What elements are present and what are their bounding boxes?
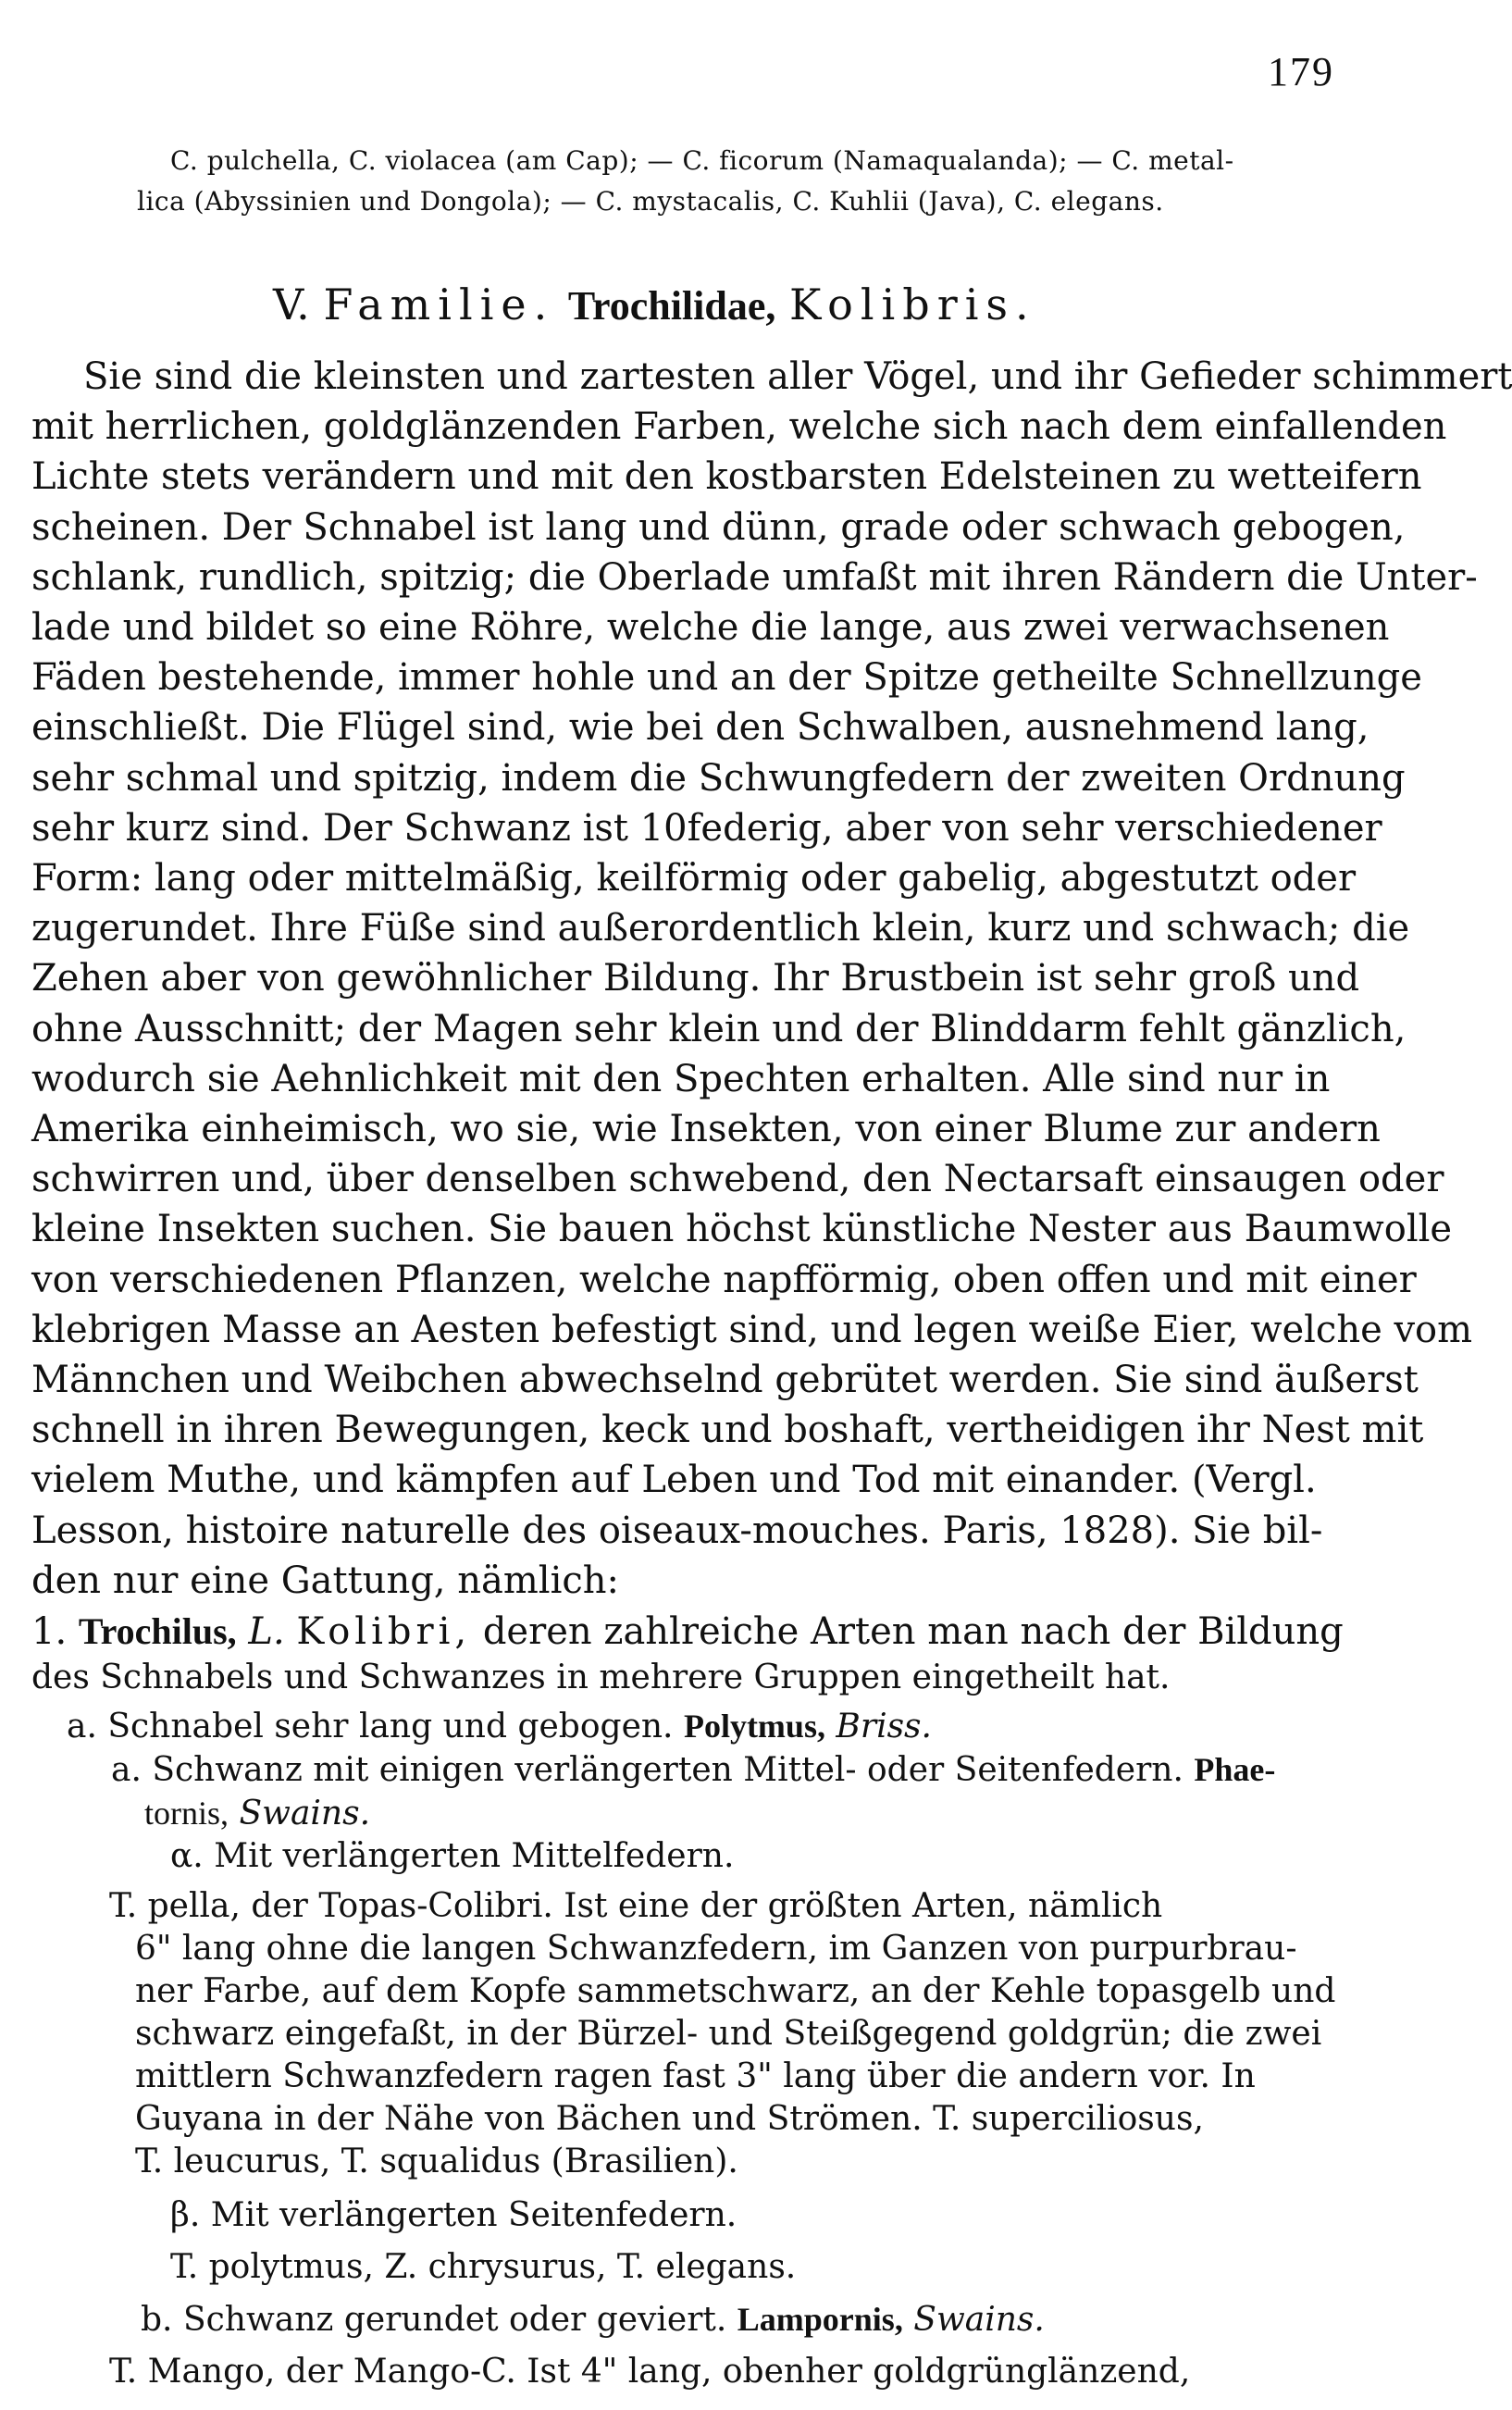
family-latin-name: Trochilidae, xyxy=(567,283,776,329)
paragraph-line: ohne Ausschnitt; der Magen sehr klein und der Blinddarm fehlt gänzlich, xyxy=(31,1007,1407,1050)
species-line: T. pella, der Topas-Colibri. Ist eine der größten Arten, nämlich xyxy=(109,1887,1163,1926)
beta-species: T. polytmus, Z. chrysurus, T. elegans. xyxy=(170,2248,797,2287)
paragraph-line: vielem Muthe, und kämpfen auf Leben und Tod mit einander. (Vergl. xyxy=(31,1459,1317,1502)
subgroup-a-latin-cont: tornis, xyxy=(144,1795,229,1832)
header-line-1: C. pulchella, C. violacea (am Cap); — C. ficorum (Namaqualanda); — C. metal- xyxy=(170,145,1234,176)
paragraph-line: sehr kurz sind. Der Schwanz ist 10federig, aber von sehr verschiedener xyxy=(31,806,1382,850)
species-line: T. leucurus, T. squalidus (Brasilien). xyxy=(135,2143,738,2181)
species-list-continuation xyxy=(137,141,1290,222)
subgroup-a-label: a. xyxy=(111,1751,142,1790)
family-description xyxy=(31,352,1512,1606)
group-a-author: Briss. xyxy=(836,1708,932,1746)
genus-line-1 xyxy=(31,1607,1344,1657)
family-number: V. xyxy=(273,280,310,329)
species-pella xyxy=(31,1885,1338,2183)
genus-line-2: des Schnabels und Schwanzes in mehrere Gruppen eingetheilt hat. xyxy=(31,1658,1171,1697)
species-line: schwarz eingefaßt, in der Bürzel- und Steißgegend goldgrün; die zwei xyxy=(135,2015,1322,2054)
beta-group xyxy=(31,2194,1338,2237)
paragraph-line: zugerundet. Ihre Füße sind außerordentlich klein, kurz und schwach; die xyxy=(31,907,1410,950)
subgroup-a-line-1 xyxy=(31,1748,1338,1792)
group-a xyxy=(31,1705,1338,1748)
group-b-author: Swains. xyxy=(913,2301,1045,2340)
species-line: 6" lang ohne die langen Schwanzfedern, im Ganzen von purpurbrau- xyxy=(135,1930,1297,1969)
group-b xyxy=(31,2298,1338,2342)
genus-german-name: Kolibri, xyxy=(296,1610,472,1653)
group-a-text: Schnabel sehr lang und gebogen. xyxy=(107,1708,674,1746)
paragraph-line: schwirren und, über denselben schwebend, den Nectarsaft einsaugen oder xyxy=(31,1158,1444,1201)
alpha-group xyxy=(31,1835,1338,1878)
paragraph-line: schlank, rundlich, spitzig; die Oberlade umfaßt mit ihren Rändern die Unter- xyxy=(31,555,1478,599)
subgroup-a-text: Schwanz mit einigen verlängerten Mittel- oder Seitenfedern. xyxy=(152,1751,1184,1790)
paragraph-line: den nur eine Gattung, nämlich: xyxy=(31,1559,619,1602)
subgroup-a-latin: Phae- xyxy=(1194,1751,1276,1789)
paragraph-line: sehr schmal und spitzig, indem die Schwungfedern der zweiten Ordnung xyxy=(31,756,1406,800)
alpha-label: α. xyxy=(170,1837,204,1876)
paragraph-line: Lesson, histoire naturelle des oiseaux-mouches. Paris, 1828). Sie bil- xyxy=(31,1509,1323,1552)
species-line: mittlern Schwanzfedern ragen fast 3" lang über die andern vor. In xyxy=(135,2057,1256,2096)
page-number: 179 xyxy=(1268,49,1334,94)
group-b-text: Schwanz gerundet oder geviert. xyxy=(182,2301,727,2340)
group-a-latin: Polytmus, xyxy=(683,1708,825,1745)
paragraph-line: von verschiedenen Pflanzen, welche napfförmig, oben offen und mit einer xyxy=(31,1258,1417,1301)
paragraph-line: scheinen. Der Schnabel ist lang und dünn, grade oder schwach gebogen, xyxy=(31,505,1406,549)
paragraph-line: klebrigen Masse an Aesten befestigt sind, und legen weiße Eier, welche vom xyxy=(31,1308,1473,1351)
paragraph-line: Zehen aber von gewöhnlicher Bildung. Ihr Brustbein ist sehr groß und xyxy=(31,957,1360,1000)
paragraph-line: kleine Insekten suchen. Sie bauen höchst künstliche Nester aus Baumwolle xyxy=(31,1208,1453,1251)
group-a-label: a. xyxy=(67,1708,97,1746)
subgroup-a-author: Swains. xyxy=(239,1795,371,1833)
species-mango: T. Mango, der Mango-C. Ist 4" lang, obenher goldgrünglänzend, xyxy=(109,2353,1191,2391)
family-heading xyxy=(273,280,1036,329)
paragraph-line: einschließt. Die Flügel sind, wie bei den Schwalben, ausnehmend lang, xyxy=(31,706,1369,750)
subgroup-a-line-2 xyxy=(31,1792,1338,1835)
paragraph-line: Männchen und Weibchen abwechselnd gebrütet werden. Sie sind äußerst xyxy=(31,1359,1419,1402)
paragraph-line: mit herrlichen, goldglänzenden Farben, welche sich nach dem einfallenden xyxy=(31,405,1447,449)
species-line: ner Farbe, auf dem Kopfe sammetschwarz, an der Kehle topasgelb und xyxy=(135,1972,1336,2011)
genus-number: 1. xyxy=(31,1610,68,1653)
beta-label: β. xyxy=(170,2196,201,2235)
header-line-2: lica (Abyssinien und Dongola); — C. mystacalis, C. Kuhlii (Java), C. elegans. xyxy=(137,186,1164,217)
group-b-latin: Lampornis, xyxy=(737,2301,903,2339)
alpha-text: Mit verlängerten Mittelfedern. xyxy=(214,1837,735,1876)
beta-text: Mit verlängerten Seitenfedern. xyxy=(210,2196,737,2235)
paragraph-line: Fäden bestehende, immer hohle und an der Spitze getheilte Schnellzunge xyxy=(31,656,1422,700)
paragraph-line: Form: lang oder mittelmäßig, keilförmig oder gabelig, abgestutzt oder xyxy=(31,857,1357,901)
genus-description: deren zahlreiche Arten man nach der Bildung xyxy=(482,1610,1344,1653)
family-german-name: Kolibris. xyxy=(789,280,1036,329)
paragraph-line: Lichte stets verändern und mit den kostbarsten Edelsteinen zu wetteifern xyxy=(31,455,1422,499)
paragraph-line: Amerika einheimisch, wo sie, wie Insekten, von einer Blume zur andern xyxy=(31,1108,1381,1151)
genus-entry xyxy=(31,1607,1344,2393)
species-line: Guyana in der Nähe von Bächen und Strömen. T. superciliosus, xyxy=(135,2100,1204,2139)
paragraph-line: schnell in ihren Bewegungen, keck und boshaft, vertheidigen ihr Nest mit xyxy=(31,1409,1424,1452)
genus-latin-name: Trochilus, xyxy=(78,1610,237,1652)
paragraph-line: lade und bildet so eine Röhre, welche die lange, aus zwei verwachsenen xyxy=(31,606,1390,650)
family-word: Familie. xyxy=(323,280,555,329)
paragraph-line: wodurch sie Aehnlichkeit mit den Spechten erhalten. Alle sind nur in xyxy=(31,1057,1331,1100)
genus-author: L. xyxy=(248,1610,285,1653)
group-b-label: b. xyxy=(141,2301,173,2340)
paragraph-line: Sie sind die kleinsten und zartesten aller Vögel, und ihr Gefieder schimmert xyxy=(83,355,1512,398)
